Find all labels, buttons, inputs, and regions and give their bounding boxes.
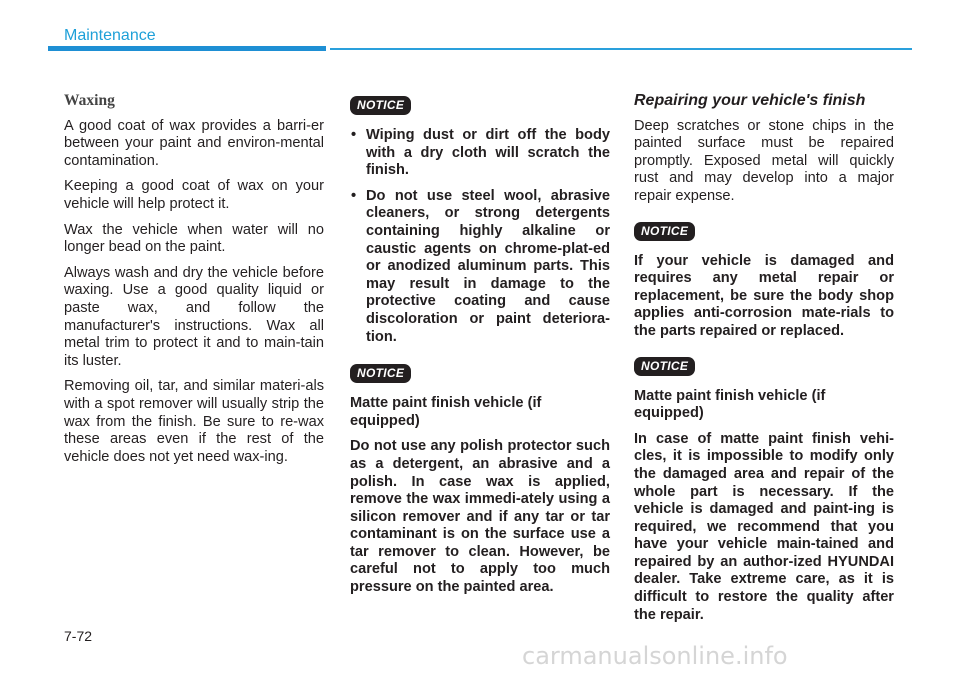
header-rule bbox=[330, 48, 912, 50]
column-notices bbox=[350, 96, 610, 605]
repairing-heading: Repairing your vehicle's finish bbox=[634, 92, 866, 109]
bullet-icon: • bbox=[351, 127, 357, 143]
matte-finish-body: Do not use any polish protector such as a detergent, an abrasive and a polish. In case wax is applied, remove the wax immedi-ately using a silicon remover and if any tar or tar contaminant is on the surface use a tar remover to clean. However, be careful not to apply too much pressure on the painted area. bbox=[350, 438, 610, 596]
notice-badge: NOTICE bbox=[350, 96, 411, 115]
bullet-text: Wiping dust or dirt off the body with a dry cloth will scratch the finish. bbox=[366, 127, 610, 179]
notice-badge: NOTICE bbox=[634, 222, 695, 241]
notice-badge: NOTICE bbox=[634, 357, 695, 376]
bullet-text: Do not use steel wool, abrasive cleaners, or strong detergents containing highly alkaline or caustic agents on chrome-plat-ed or anodized aluminum parts. This may result in damage to the protective coating and cause discoloration or paint deteriora-tion. bbox=[366, 187, 610, 345]
section-title: Maintenance bbox=[64, 27, 156, 44]
waxing-paragraph: Wax the vehicle when water will no longer bead on the paint. bbox=[64, 221, 324, 256]
waxing-paragraph: Always wash and dry the vehicle before waxing. Use a good quality liquid or paste wax, and follow the manufacturer's instructions. Wax all metal trim to protect it and to main-tain its luster. bbox=[64, 264, 324, 369]
bullet-icon: • bbox=[351, 187, 357, 204]
page-number: 7-72 bbox=[64, 628, 93, 644]
column-waxing bbox=[64, 92, 324, 474]
notice-badge: NOTICE bbox=[350, 364, 411, 383]
repair-notice-body: If your vehicle is damaged and requires any metal repair or replacement, be sure the body shop applies anti-corrosion mate-rials to the parts repaired or replaced. bbox=[634, 252, 894, 339]
notice-bullet-list bbox=[350, 127, 610, 346]
matte-finish-body: In case of matte paint finish vehi-cles, it is impossible to modify only the damaged area and repair of the whole part is necessary. If the vehicle is damaged and paint-ing is required, we recommend that you have your vehicle main-tained and repaired by an author-ized HYUNDAI dealer. Take extreme care, as it is difficult to restore the quality after the repair. bbox=[634, 430, 894, 623]
waxing-paragraph: A good coat of wax provides a barri-er between your paint and environ-mental contamination. bbox=[64, 117, 324, 169]
waxing-heading: Waxing bbox=[64, 92, 115, 109]
list-item bbox=[350, 188, 610, 346]
waxing-paragraph: Removing oil, tar, and similar materi-als with a spot remover will usually strip the wax from the finish. Be sure to re-wax these areas even if the rest of the vehicle does not yet need wax-ing. bbox=[64, 378, 324, 465]
watermark: carmanualsonline.info bbox=[522, 642, 788, 670]
matte-finish-title: Matte paint finish vehicle (if equipped) bbox=[634, 387, 826, 422]
list-item bbox=[350, 127, 610, 180]
header-rule-accent bbox=[48, 46, 326, 51]
matte-finish-title: Matte paint finish vehicle (if equipped) bbox=[350, 395, 542, 429]
repairing-intro: Deep scratches or stone chips in the painted surface must be repaired promptly. Exposed metal will quickly rust and may develop into a major repair expense. bbox=[634, 117, 894, 204]
waxing-paragraph: Keeping a good coat of wax on your vehicle will help protect it. bbox=[64, 178, 324, 212]
column-repairing bbox=[634, 92, 894, 632]
